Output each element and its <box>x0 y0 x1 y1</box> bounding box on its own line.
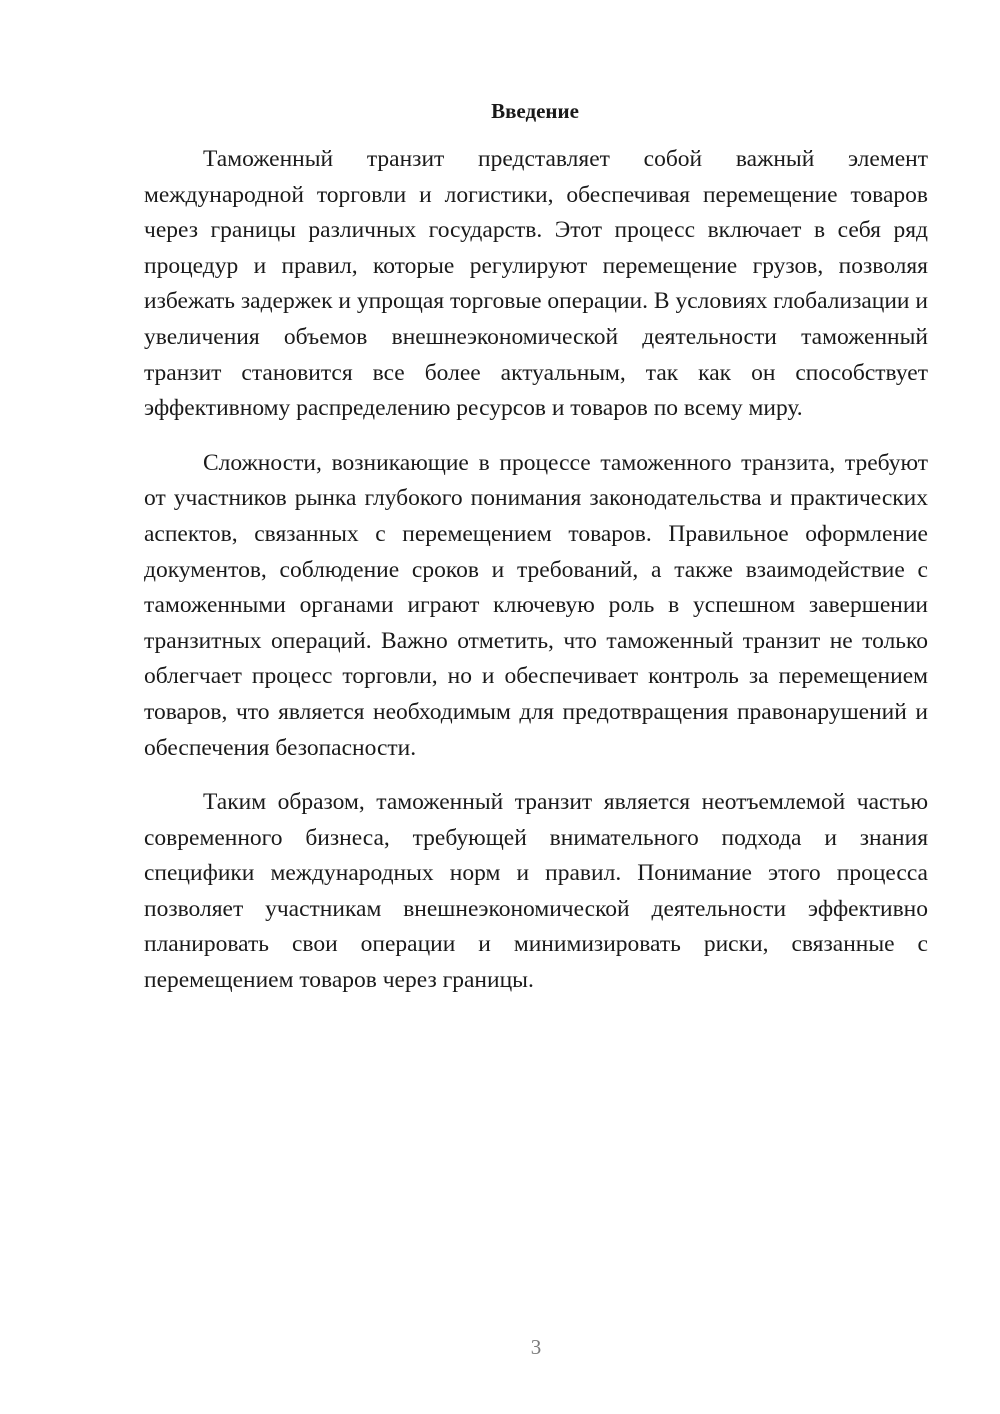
document-body <box>144 142 928 1018</box>
page-title: Введение <box>491 99 579 123</box>
paragraph-2: Сложности, возникающие в процессе таможенного транзита, требуют от участников рынка глубокого понимания законодательства и практических аспектов, связанных с перемещением товаров. Правильное оформление документов, соблюдение сроков и требований, а также взаимодействие с таможенными органами играют ключевую роль в успешном завершении транзитных операций. Важно отметить, что таможенный транзит не только облегчает процесс торговли, но и обеспечивает контроль за перемещением товаров, что является необходимым для предотвращения правонарушений и обеспечения безопасности. <box>144 449 928 761</box>
paragraph-3: Таким образом, таможенный транзит является неотъемлемой частью современного бизнеса, требующей внимательного подхода и знания специфики международных норм и правил. Понимание этого процесса позволяет участникам внешнеэкономической деятельности эффективно планировать свои операции и минимизировать риски, связанные с перемещением товаров через границы. <box>144 789 928 994</box>
paragraph-1: Таможенный транзит представляет собой важный элемент международной торговли и логистики, обеспечивая перемещение товаров через границы различных государств. Этот процесс включает в себя ряд процедур и правил, которые регулируют перемещение грузов, позволяя избежать задержек и упрощая торговые операции. В условиях глобализации и увеличения объемов внешнеэкономической деятельности таможенный транзит становится все более актуальным, так как он способствует эффективному распределению ресурсов и товаров по всему миру. <box>144 146 928 422</box>
page-number: 3 <box>530 1335 542 1359</box>
